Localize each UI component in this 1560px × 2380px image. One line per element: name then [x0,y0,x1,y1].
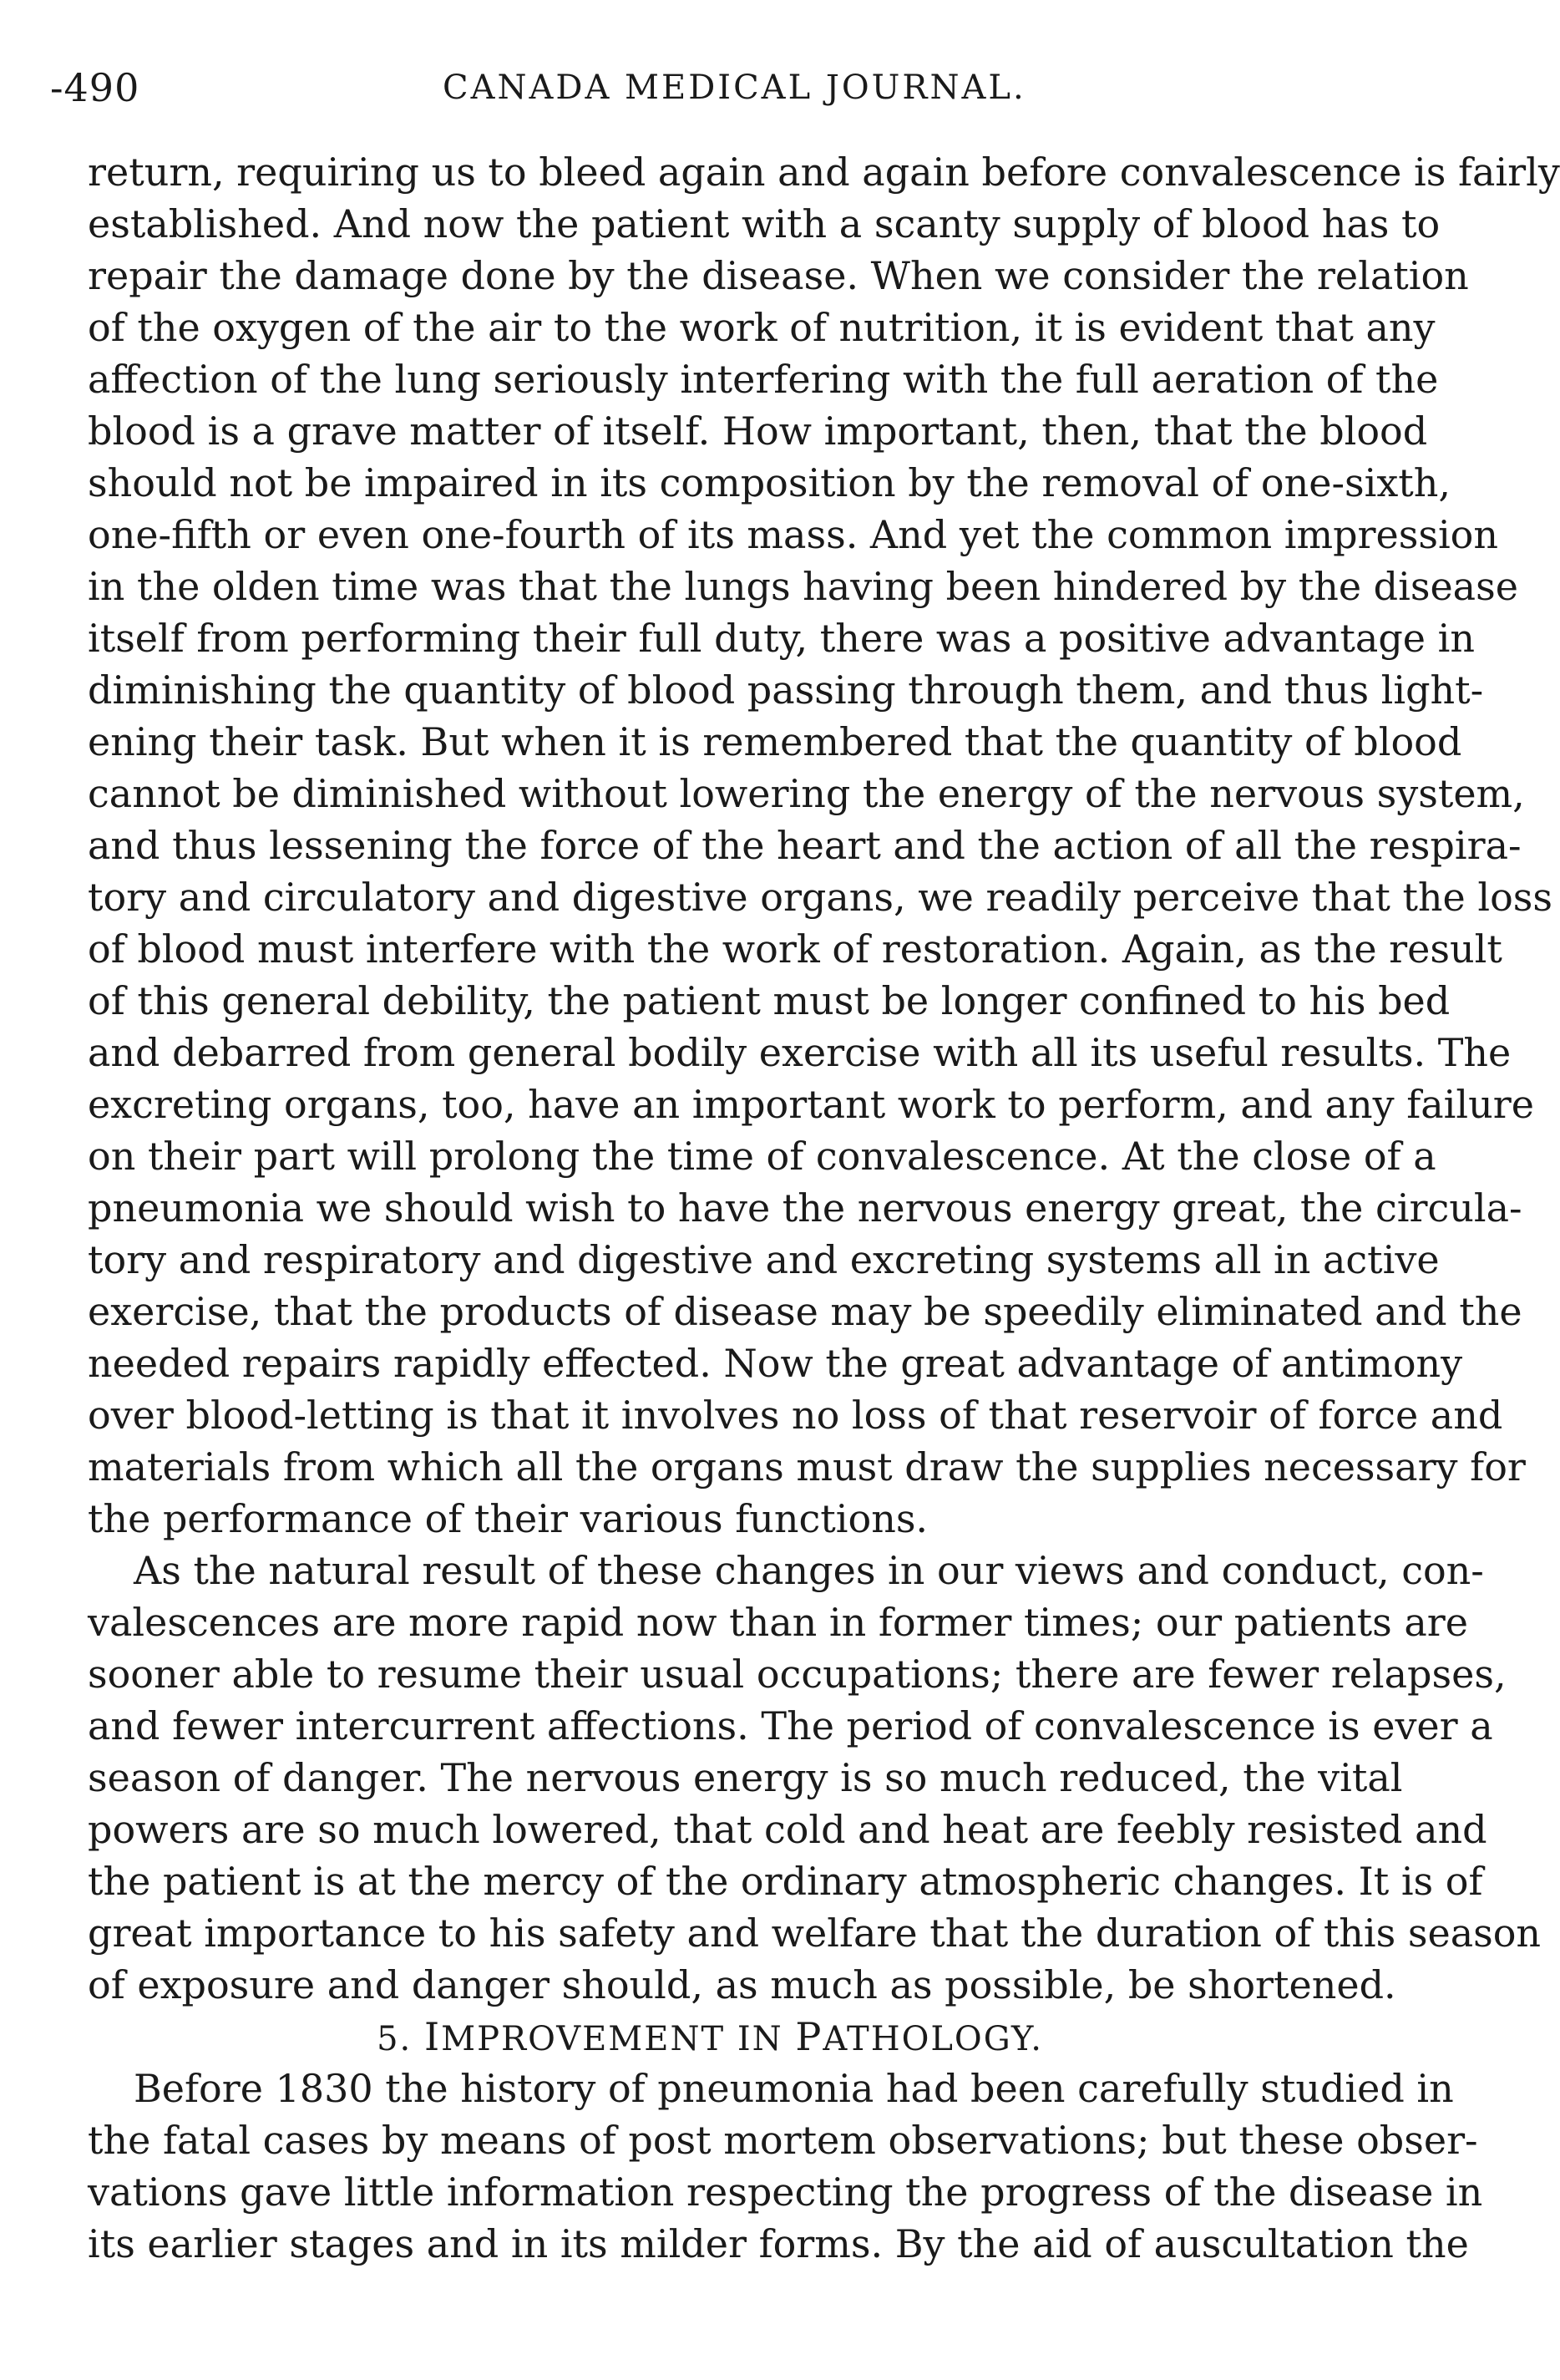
text-line: sooner able to resume their usual occupations; there are fewer relapses, [88,1652,1507,1697]
text-line: over blood-letting is that it involves no loss of that reservoir of force and [88,1393,1503,1438]
text-line: valescences are more rapid now than in former times; our patients are [88,1600,1469,1645]
page-header [50,58,1353,117]
text-line: ening their task. But when it is remembered that the quantity of blood [88,719,1462,764]
text-line: powers are so much lowered, that cold and heat are feebly resisted and [88,1807,1487,1852]
text-line: the patient is at the mercy of the ordinary atmospheric changes. It is of [88,1859,1483,1904]
text-line: and thus lessening the force of the heart and the action of all the respira- [88,823,1522,868]
text-line: established. And now the patient with a scanty supply of blood has to [88,201,1441,246]
text-line: materials from which all the organs must draw the supplies necessary for [88,1444,1526,1489]
text-line: of blood must interfere with the work of restoration. Again, as the result [88,926,1502,972]
section-number: 5. [377,2020,413,2058]
text-line: its earlier stages and in its milder forms. By the aid of auscultation the [88,2221,1469,2266]
body-text [88,146,1560,2270]
paragraph-start-line: As the natural result of these changes in our views and conduct, con- [134,1548,1484,1593]
text-line: and fewer intercurrent affections. The period of convalescence is ever a [88,1703,1493,1748]
text-line: tory and respiratory and digestive and excreting systems all in active [88,1237,1440,1282]
text-line: of the oxygen of the air to the work of nutrition, it is evident that any [88,305,1436,350]
text-line: return, requiring us to bleed again and again before convalescence is fairly [88,150,1560,195]
text-line: in the olden time was that the lungs having been hindered by the disease [88,564,1518,609]
text-line: one-fifth or even one-fourth of its mass. And yet the common impression [88,512,1498,557]
section-heading [88,2011,1332,2063]
text-line: affection of the lung seriously interfering with the full aeration of the [88,357,1439,402]
text-line: great importance to his safety and welfare that the duration of this season [88,1911,1542,1956]
text-line: needed repairs rapidly effected. Now the great advantage of antimony [88,1341,1463,1386]
text-line: repair the damage done by the disease. When we consider the relation [88,253,1469,298]
text-line: tory and circulatory and digestive organs, we readily perceive that the loss [88,875,1553,920]
heading-smallcaps: MPROVEMENT IN [441,2020,783,2058]
paragraph-end-line: the performance of their various functions. [88,1496,929,1541]
text-line: the fatal cases by means of post mortem observations; but these obser- [88,2118,1478,2163]
paragraph-end-line: of exposure and danger should, as much as possible, be shortened. [88,1962,1396,2007]
text-line: and debarred from general bodily exercise with all its useful results. The [88,1030,1512,1075]
text-line: diminishing the quantity of blood passing through them, and thus light- [88,667,1484,713]
heading-initial: P [795,2014,823,2059]
running-head: CANADA MEDICAL JOURNAL. [443,69,1026,107]
heading-smallcaps: ATHOLOGY. [823,2020,1043,2058]
text-line: of this general debility, the patient must be longer confined to his bed [88,978,1451,1023]
text-line: should not be impaired in its composition by the removal of one-sixth, [88,460,1451,505]
text-line: vations gave little information respecting the progress of the disease in [88,2169,1483,2215]
text-line: exercise, that the products of disease may be speedily eliminated and the [88,1289,1522,1334]
text-line: season of danger. The nervous energy is so much reduced, the vital [88,1755,1403,1800]
text-line: pneumonia we should wish to have the nervous energy great, the circula- [88,1185,1522,1231]
page-number: -490 [50,65,140,110]
paragraph-start-line: Before 1830 the history of pneumonia had been carefully studied in [134,2066,1454,2111]
text-line: blood is a grave matter of itself. How important, then, that the blood [88,409,1428,454]
text-line: cannot be diminished without lowering the energy of the nervous system, [88,771,1525,816]
heading-initial: I [423,2014,442,2059]
text-line: itself from performing their full duty, there was a positive advantage in [88,616,1475,661]
text-line: excreting organs, too, have an important work to perform, and any failure [88,1082,1534,1127]
text-line: on their part will prolong the time of convalescence. At the close of a [88,1134,1436,1179]
